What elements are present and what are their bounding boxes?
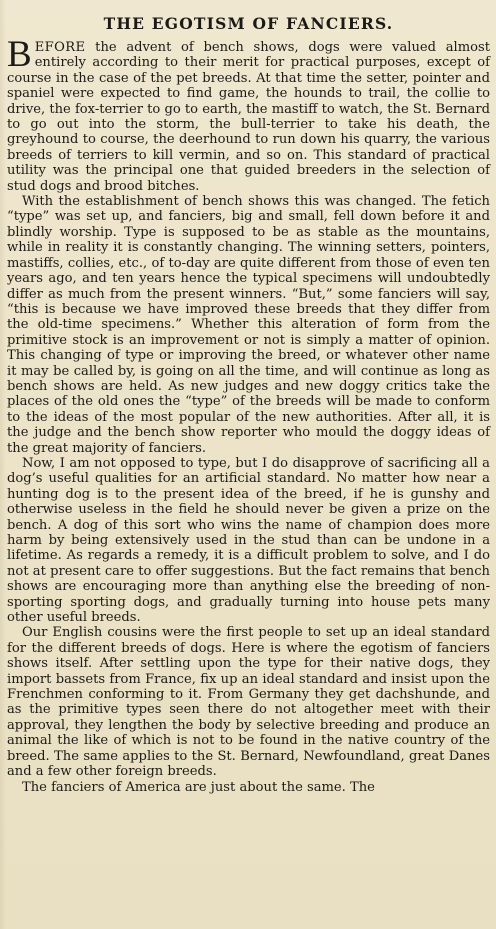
article-title: THE EGOTISM OF FANCIERS.	[103, 14, 394, 33]
drop-cap: B	[7, 34, 32, 75]
article-body	[7, 34, 490, 795]
paragraph-1	[7, 34, 490, 194]
paragraph-3: Now, I am not opposed to type, but I do disapprove of sacrificing all a dog’s useful qualities for an artificial standard. No matter how near a hunting dog is to the present idea of the breed, if he is gunshy and otherwise useless in the field he should never be given a prize on the bench. A dog of this sort who wins the name of champion does more harm by being extensively used in the stud than can be undone in a lifetime. As regards a remedy, it is a difficult problem to solve, and I do not at present care to offer suggestions. But the fact remains that bench shows are encouraging more than anything else the breeding of non-sporting sporting dogs, and gradually turning into house pets many other useful breeds.	[7, 455, 490, 626]
paragraph-2: With the establishment of bench shows this was changed. The fetich “type” was set up, and fanciers, big and small, fell down before it and blindly worship. Type is supposed to be as stable as the mountains, while in reality it is constantly changing. The winning setters, pointers, mastiffs, collies, etc., of to-day are quite different from those of even ten years ago, and ten years hence the typical specimens will undoubtedly differ as much from the present winners. “But,” some fanciers will say, “this is because we have improved these breeds that they differ from the old-time specimens.” Whether this alteration of form from the primitive stock is an improvement or not is simply a matter of opinion. This changing of type or improving the breed, or whatever other name it may be called by, is going on all the time, and will continue as long as bench shows are held. As new judges and new doggy critics take the places of the old ones the “type” of the breeds will be made to conform to the ideas of the most popular of the new authorities. After all, it is the judge and the bench show reporter who mould the doggy ideas of the great majority of fanciers.	[7, 194, 490, 456]
lead-caps: EFORE	[34, 40, 86, 55]
article	[7, 6, 490, 795]
paragraph-1-text: the advent of bench shows, dogs were valued almost entirely according to their merit for practical purposes, except of course in the case of the pet breeds. At that time the setter, pointer and spaniel were expected to find game, the hounds to trail, the collie to drive, the fox-terrier to go to earth, the mastiff to watch, the St. Bernard to go out into the storm, the bull-terrier to take his death, the greyhound to course, the deerhound to run down his quarry, the various breeds of terriers to kill vermin, and so on. This standard of practical utility was the principal one that guided breeders in the selection of stud dogs and brood bitches.	[7, 40, 490, 194]
paragraph-4: Our English cousins were the first people to set up an ideal standard for the different breeds of dogs. Here is where the egotism of fanciers shows itself. After settling upon the type for their native dogs, they import bassets from France, fix up an ideal standard and insist upon the Frenchmen conforming to it. From Germany they get dachshunde, and as the primitive types seen there do not altogether meet with their approval, they lengthen the body by selective breeding and produce an animal the like of which is not to be found in the native country of the breed. The same applies to the St. Bernard, Newfoundland, great Danes and a few other foreign breeds.	[7, 625, 490, 780]
paragraph-5-truncated: The fanciers of America are just about the same. The	[22, 779, 375, 795]
